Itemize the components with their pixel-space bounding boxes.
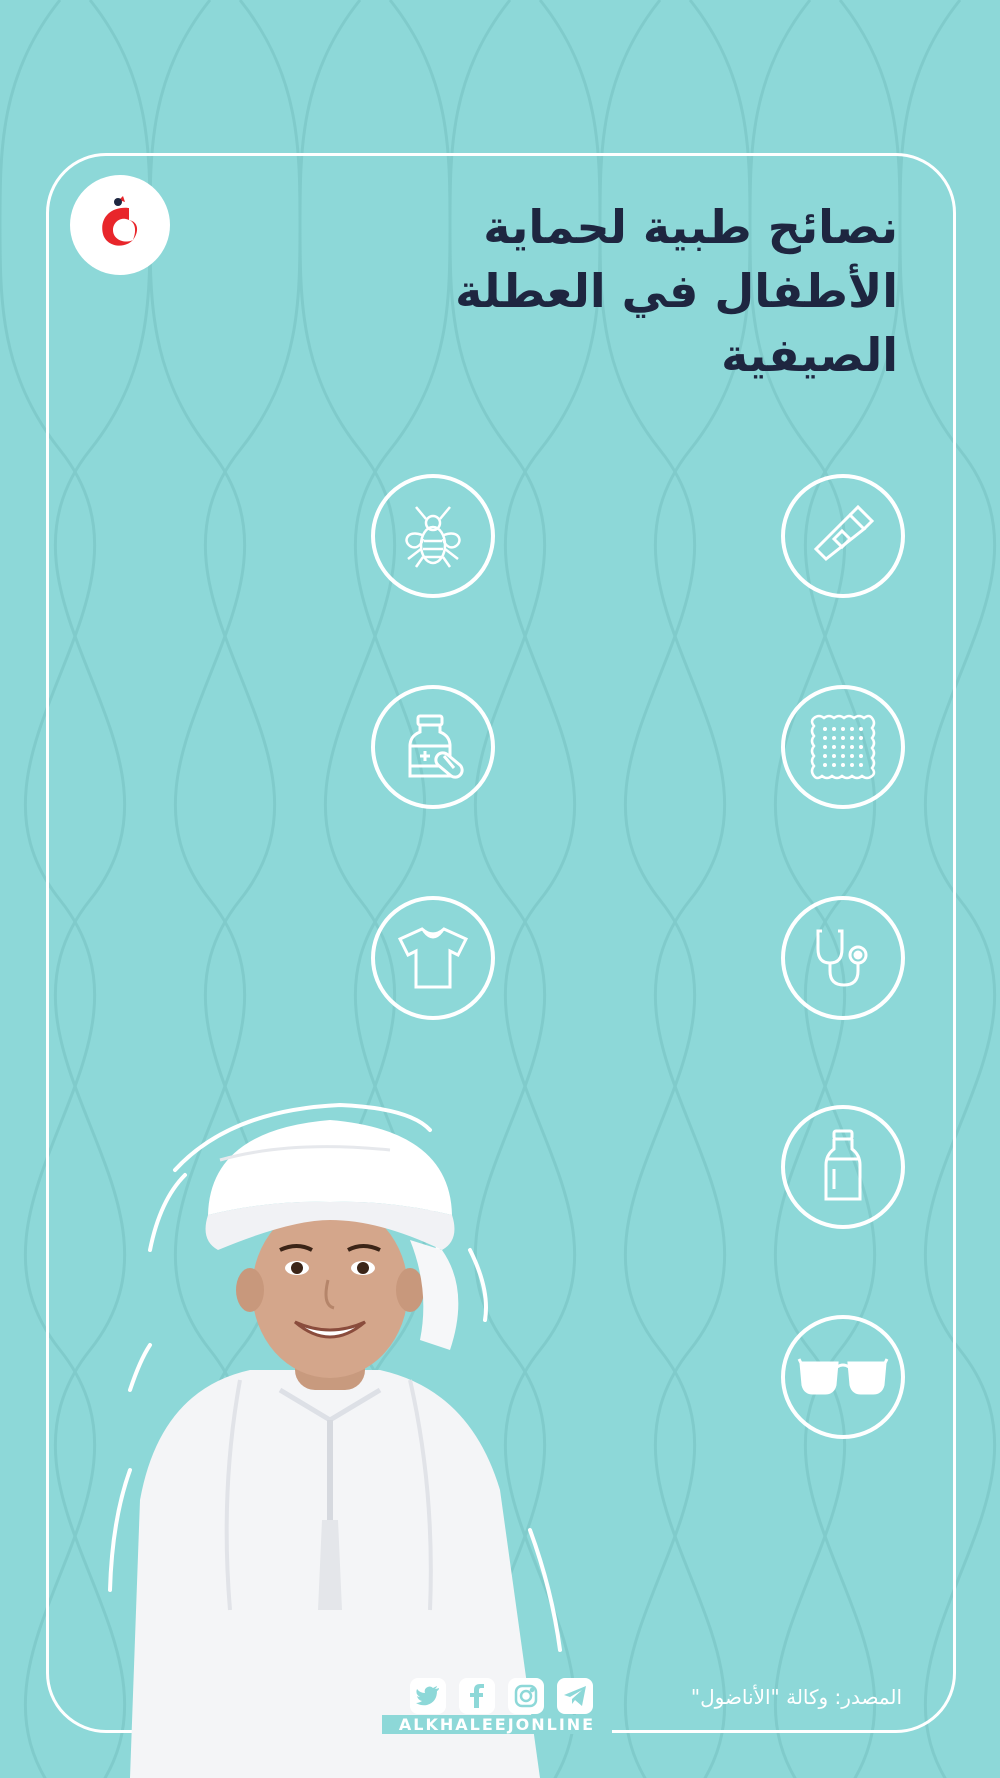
- source-credit: المصدر: وكالة "الأناضول": [690, 1685, 902, 1709]
- child-photo: [90, 1090, 630, 1778]
- title-line-3: الصيفية: [721, 328, 898, 382]
- sunglasses-icon: [781, 1315, 905, 1439]
- tshirt-icon: [371, 896, 495, 1020]
- fever-patch-icon: [781, 685, 905, 809]
- stethoscope-icon: [781, 896, 905, 1020]
- page-title: [338, 195, 898, 387]
- sunscreen-tube-icon: [781, 474, 905, 598]
- title-line-1: نصائح طبية لحماية: [483, 200, 898, 254]
- instagram-icon[interactable]: [508, 1678, 544, 1714]
- title-line-2: الأطفال في العطلة: [455, 264, 898, 318]
- milk-bottle-icon: [781, 1105, 905, 1229]
- brand-name: ALKHALEEJONLINE: [382, 1715, 612, 1734]
- medicine-bottle-icon: [371, 685, 495, 809]
- telegram-icon[interactable]: [557, 1678, 593, 1714]
- social-links: [410, 1678, 593, 1714]
- logo-bird-icon: [89, 194, 151, 256]
- twitter-icon[interactable]: [410, 1678, 446, 1714]
- alkhaleej-logo: [70, 175, 170, 275]
- facebook-icon[interactable]: [459, 1678, 495, 1714]
- insect-icon: [371, 474, 495, 598]
